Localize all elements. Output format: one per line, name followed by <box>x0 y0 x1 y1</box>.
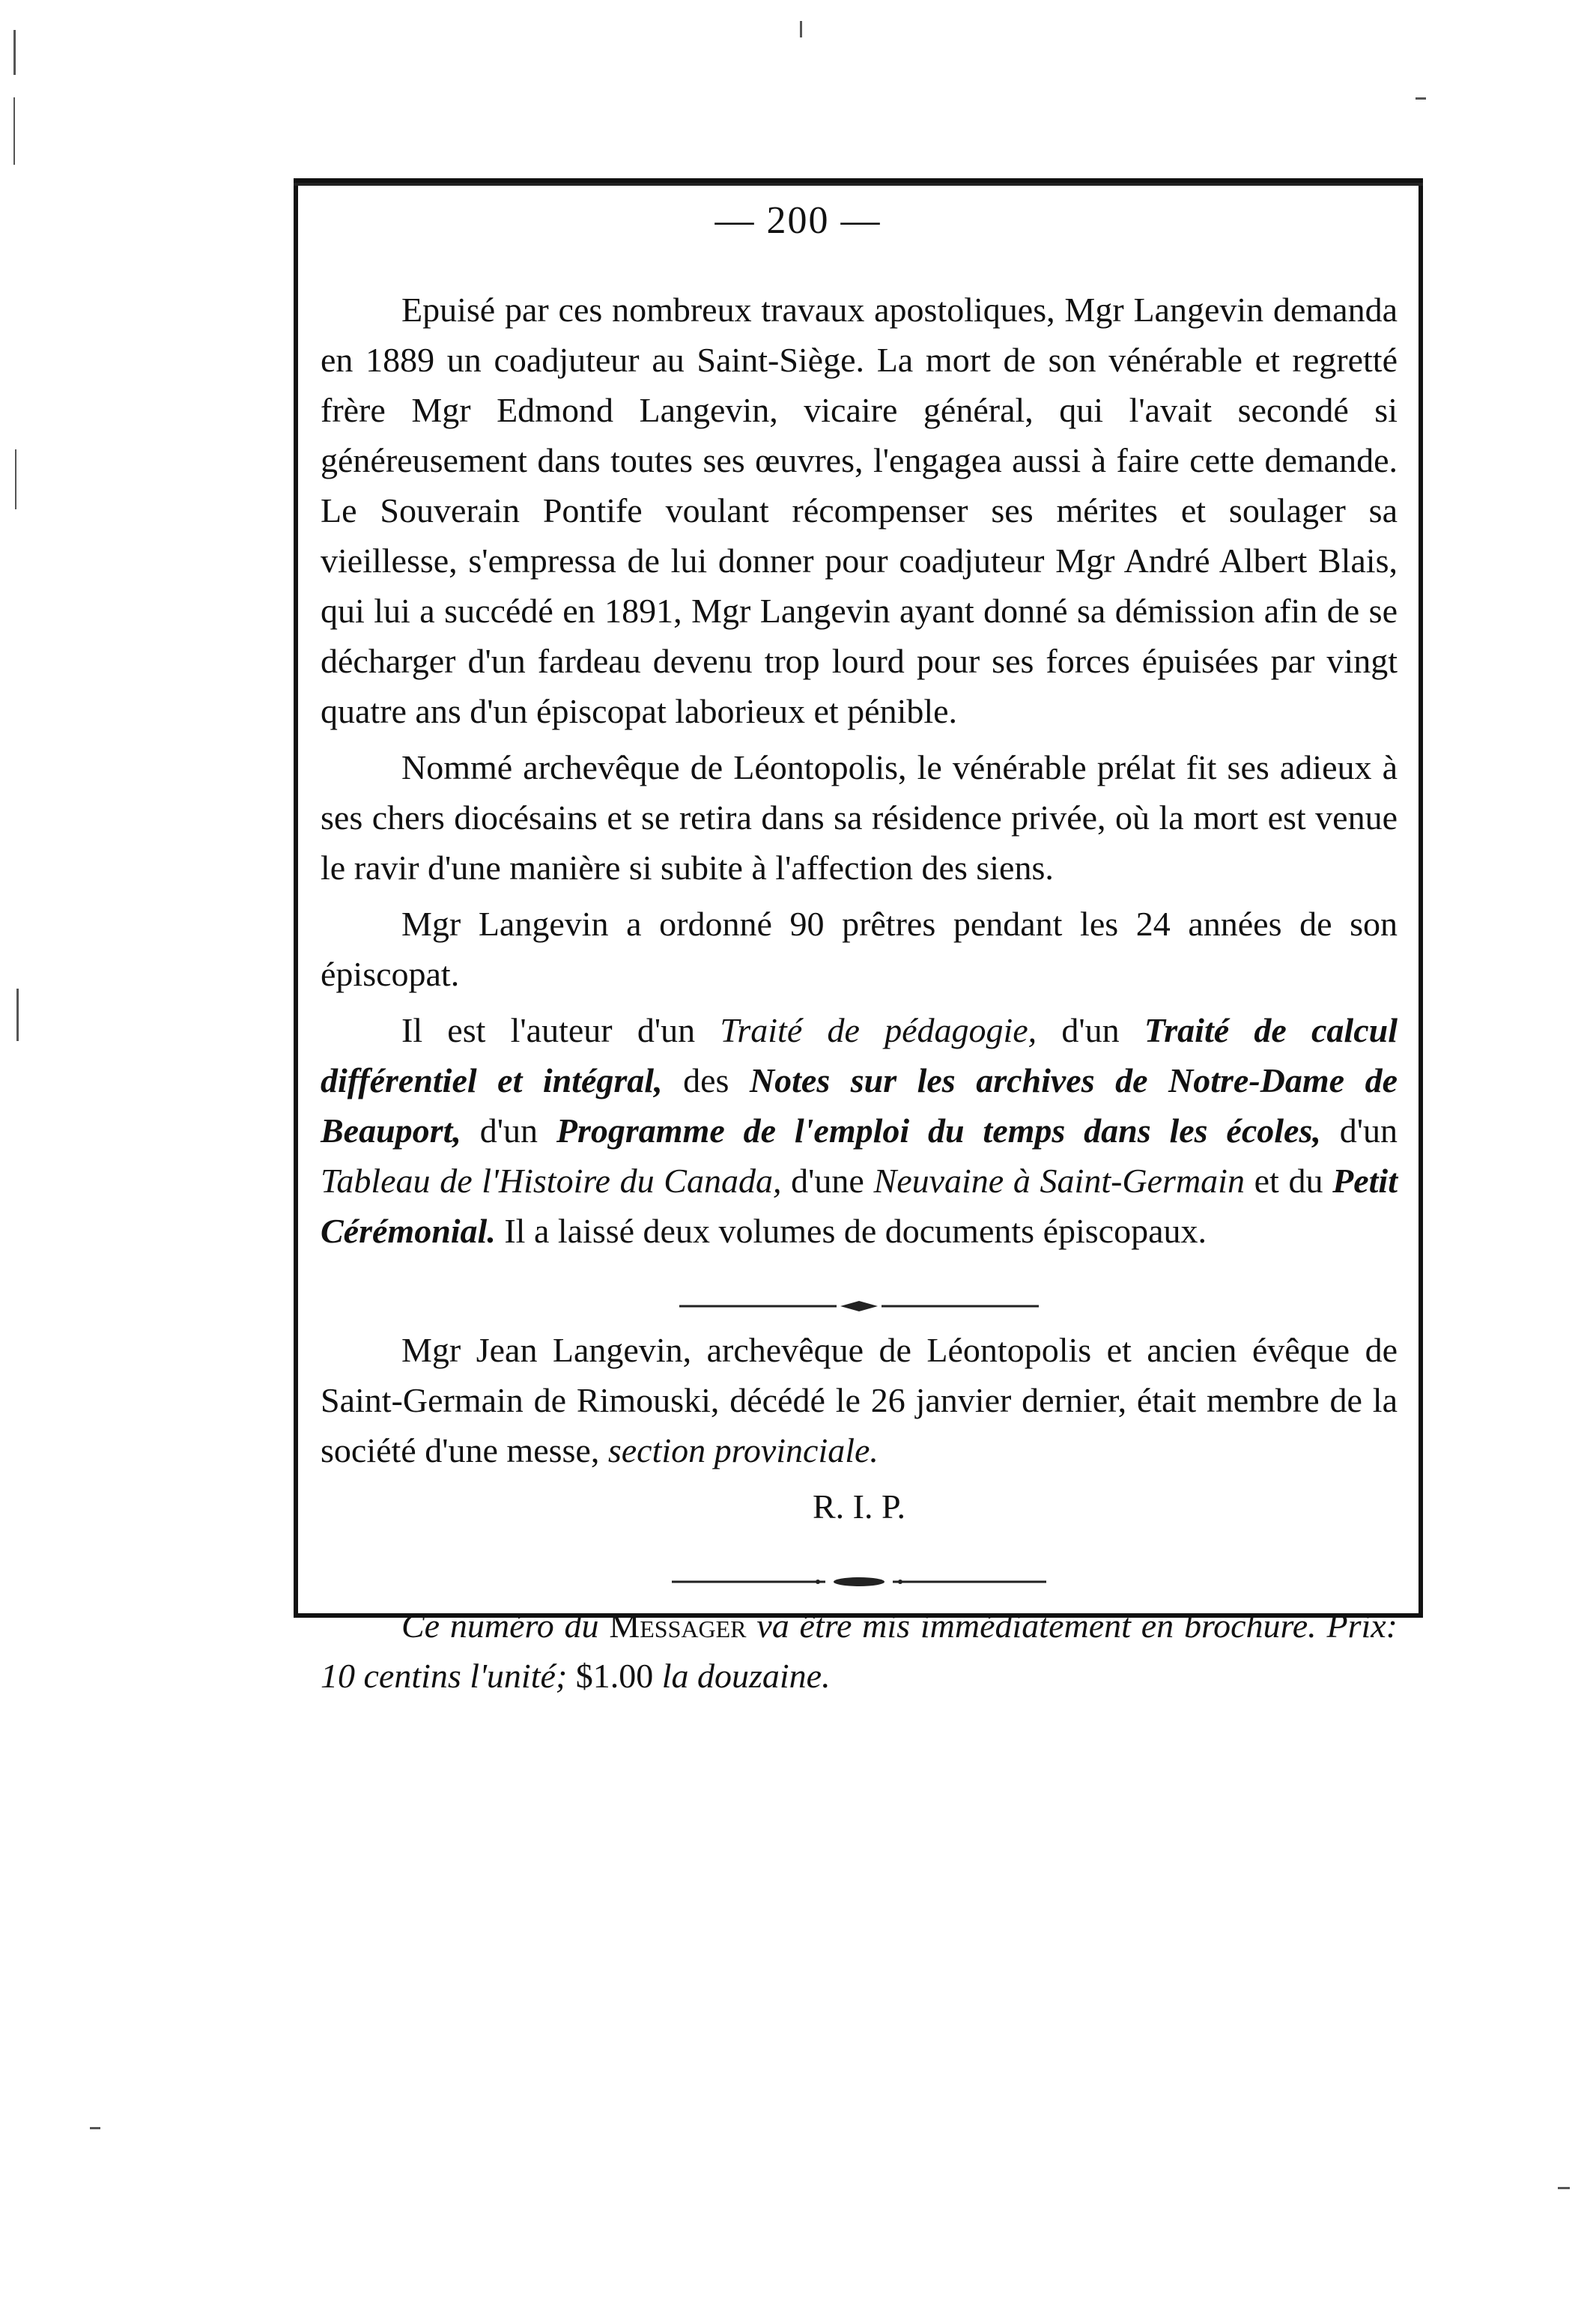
text-span: Ce numéro du <box>401 1607 610 1645</box>
page-body <box>321 285 1398 1707</box>
top-rule <box>294 183 1423 186</box>
scan-mark <box>90 2127 100 2129</box>
book-title: Petit Cérémonial. <box>321 1162 1398 1250</box>
ornamental-divider-2 <box>321 1553 1398 1568</box>
paragraph-retirement: Nommé archevêque de Léontopolis, le vénérable prélat fit ses adieux à ses chers diocésains et se retira dans sa résidence privée, où la mort est venue le ravir d'une manière si subite à l'affection des siens. <box>321 748 1398 887</box>
book-title: Tableau de l'Histoire du Canada, <box>321 1162 782 1200</box>
scan-mark <box>800 21 802 37</box>
text-span: des <box>662 1061 750 1099</box>
scan-mark <box>15 449 16 509</box>
ornamental-divider <box>321 1277 1398 1292</box>
text-span: d'un <box>461 1111 556 1150</box>
book-title: Traité de calcul différentiel et intégral, <box>321 1011 1398 1099</box>
scan-mark <box>16 989 19 1041</box>
text-span: d'un <box>1320 1111 1398 1150</box>
text-span: va être mis immédiatement en brochure. Prix: 10 centins l'unité; <box>321 1607 1398 1695</box>
paragraph-society <box>321 1325 1398 1475</box>
scan-mark <box>1416 97 1426 100</box>
price: $1.00 <box>575 1657 654 1695</box>
paragraph-resignation: Epuisé par ces nombreux travaux apostoliques, Mgr Langevin demanda en 1889 un coadjuteur au Saint-Siège. La mort de son vénérable et regretté frère Mgr Edmond Langevin, vicaire général, qui l'avait secondé si généreusement dans toutes ses œuvres, l'engagea aussi à faire cette demande. Le Souverain Pontife voulant récompenser ses mérites et soulager sa vieillesse, s'empressa de lui donner pour coadjuteur Mgr André Albert Blais, qui lui a succédé en 1891, Mgr Langevin ayant donné sa démission afin de se décharger d'un fardeau devenu trop lourd pour ses forces épuisées par vingt quatre ans d'un épiscopat laborieux et pénible. <box>321 291 1398 730</box>
divider-ornament-icon <box>664 1574 1054 1589</box>
publication-name: Messager <box>609 1607 747 1645</box>
text-span: la douzaine. <box>653 1657 831 1695</box>
rip-line: R. I. P. <box>813 1487 905 1526</box>
text-span: Il est l'auteur d'un <box>401 1011 720 1049</box>
book-title: Programme de l'emploi du temps dans les écoles, <box>556 1111 1321 1150</box>
text-span: et du <box>1244 1162 1333 1200</box>
text-span: d'une <box>781 1162 874 1200</box>
book-title: Traité de pédagogie, <box>720 1011 1037 1049</box>
publication-notice <box>321 1601 1398 1701</box>
italic-span: section provinciale. <box>607 1431 879 1469</box>
text-span: Mgr Jean Langevin, archevêque de Léontopolis et ancien évêque de Saint-Germain de Rimouski, décédé le 26 janvier dernier, était membre de la société d'une messe, <box>321 1331 1398 1469</box>
paragraph-works <box>321 1005 1398 1256</box>
page-number: — 200 — <box>714 199 882 242</box>
text-span: d'un <box>1037 1011 1144 1049</box>
book-title: Notes sur les archives de Notre-Dame de Beauport, <box>321 1061 1398 1150</box>
divider-ornament-icon <box>672 1299 1046 1314</box>
scan-mark <box>1558 2187 1570 2189</box>
scan-mark <box>13 97 15 165</box>
text-span: Il a laissé deux volumes de documents épiscopaux. <box>495 1212 1207 1250</box>
scan-mark <box>13 30 16 75</box>
book-title: Neuvaine à Saint-Germain <box>873 1162 1245 1200</box>
paragraph-ordinations: Mgr Langevin a ordonné 90 prêtres pendant les 24 années de son épiscopat. <box>321 905 1398 993</box>
